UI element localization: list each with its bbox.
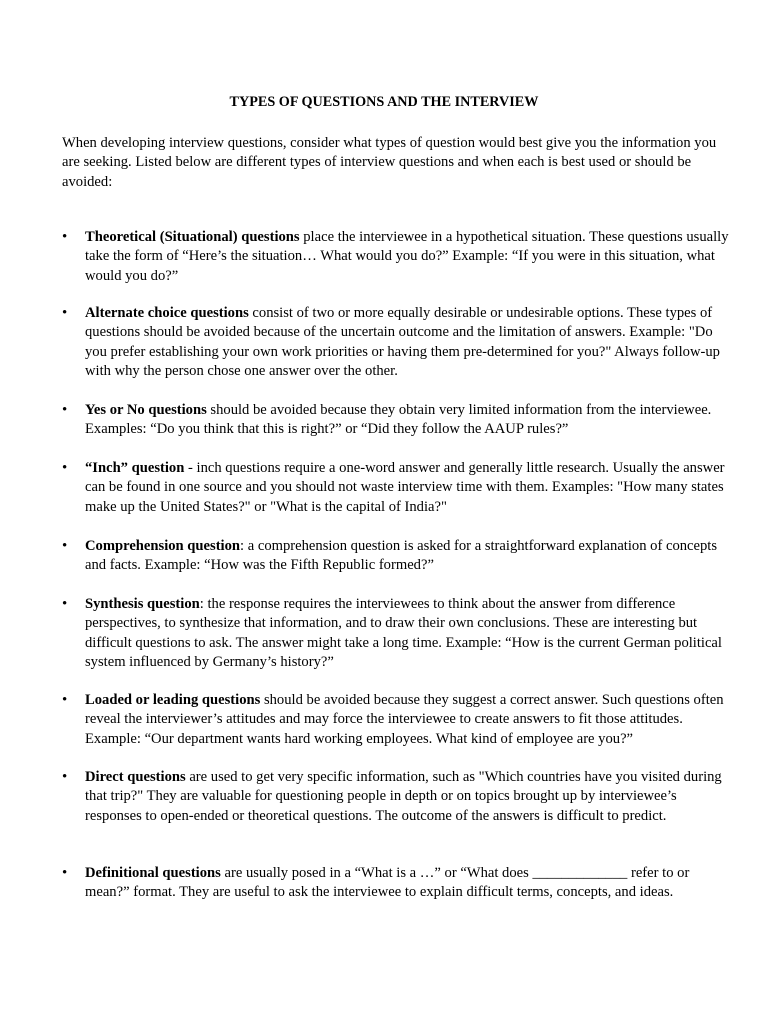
list-item-text [85,537,730,576]
list-item-text [85,691,730,749]
list-item-term: Comprehension question [85,538,241,554]
bullet: • [62,596,68,612]
bullet: • [62,769,68,785]
list-item-body: - inch questions require a one-word answer and generally little research. Usually the answer can be found in one source and you should not waste interview time with them. Examples: "How many states make up the United States?" or "What is the capital of India?" [85,460,725,515]
list-item-body: should be avoided because they obtain very limited information from the interviewee. Examples: “Do you think that this is right?” or “Did they follow the AAUP rules?” [85,402,712,438]
list-item-body: should be avoided because they suggest a correct answer. Such questions often reveal the interviewer’s attitudes and may force the interviewee to create answers to fit those attitudes. Example: “Our department wants hard working employees. What kind of employee are you?” [85,692,724,747]
list-item-text [85,459,730,517]
bullet: • [62,305,68,321]
list-item-text [85,304,730,381]
list-item-term: Synthesis question [85,596,200,612]
list-item-term: Definitional questions [85,865,221,881]
list-item-text [85,864,730,903]
list-item-term: Direct questions [85,769,186,785]
bullet: • [62,460,68,476]
list-item-body: are usually posed in a “What is a …” or “What does _____________ refer to or mean?” format. They are useful to ask the interviewee to explain difficult terms, concepts, and ideas. [85,865,690,901]
list-item-term: Yes or No questions [85,402,207,418]
list-item-body: place the interviewee in a hypothetical situation. These questions usually take the form of “Here’s the situation… What would you do?” Example: “If you were in this situation, what would you do?” [85,229,729,284]
list-item-body: : a comprehension question is asked for a straightforward explanation of concepts and facts. Example: “How was the Fifth Republic formed?” [85,538,718,574]
list-item-term: Theoretical (Situational) questions [85,229,300,245]
list-item-text [85,401,730,440]
bullet: • [62,538,68,554]
list-item-term: Alternate choice questions [85,305,249,321]
list-item-body: : the response requires the interviewees to think about the answer from difference perspectives, to synthesize that information, and to draw their own conclusions. These are interesting but difficult questions to ask. The answer might take a long time. Example: “How is the current German political system influenced by Germany’s history?” [85,596,722,670]
list-item-text [85,595,730,672]
bullet: • [62,865,68,881]
list-item-term: “Inch” question [85,460,185,476]
list-item-body: consist of two or more equally desirable or undesirable options. These types of questions should be avoided because of the uncertain outcome and the limitation of answers. Example: "Do you prefer establishing your own work priorities or having them pre-determined for you?" Always follow-up with why the person chose one answer over the other. [85,305,720,379]
list-item-body: are used to get very specific information, such as "Which countries have you visited during that trip?" They are valuable for questioning people in depth or on topics brought up by interviewee’s responses to open-ended or theoretical questions. The outcome of the answers is difficult to predict. [85,769,722,824]
list-item-term: Loaded or leading questions [85,692,261,708]
list-item-text [85,228,730,286]
bullet: • [62,692,68,708]
document-title: TYPES OF QUESTIONS AND THE INTERVIEW [229,94,539,110]
bullet: • [62,229,68,245]
list-item-text [85,768,730,826]
bullet: • [62,402,68,418]
intro-paragraph: When developing interview questions, consider what types of question would best give you the information you are seeking. Listed below are different types of interview questions and when each is best used or should be avoided: [62,135,717,190]
